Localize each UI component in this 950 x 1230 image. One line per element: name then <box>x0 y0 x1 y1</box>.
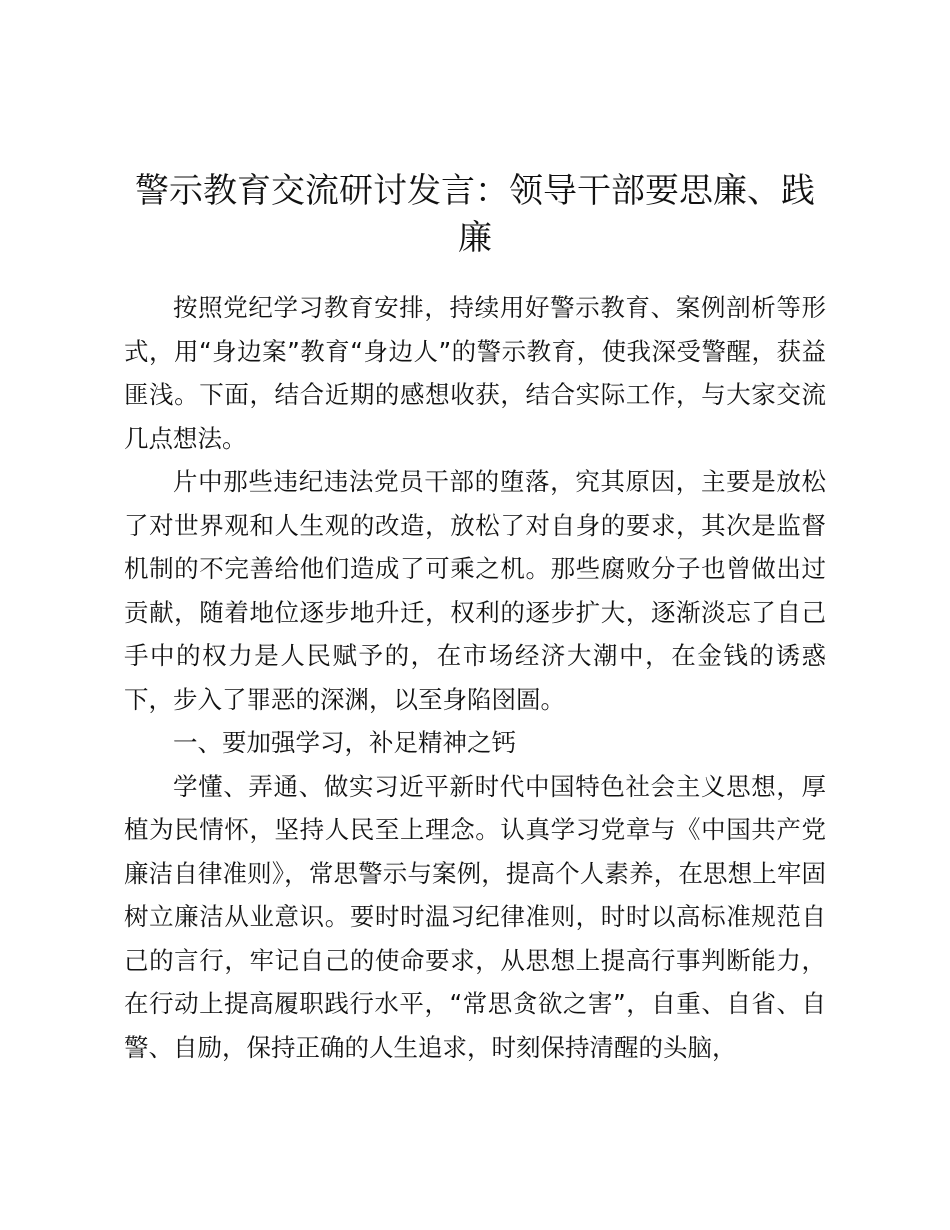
paragraph-analysis: 片中那些违纪违法党员干部的堕落，究其原因，主要是放松了对世界观和人生观的改造，放松了对自身的要求，其次是监督机制的不完善给他们造成了可乘之机。那些腐败分子也曾做出过贡献，随着地位逐步地升迁，权利的逐步扩大，逐渐淡忘了自己手中的权力是人民赋予的，在市场经济大潮中，在金钱的诱惑下，步入了罪恶的深渊，以至身陷囹圄。 <box>124 467 826 714</box>
paragraph-intro: 按照党纪学习教育安排，持续用好警示教育、案例剖析等形式，用“身边案”教育“身边人”的警示教育，使我深受警醒，获益匪浅。下面，结合近期的感想收获，结合实际工作，与大家交流几点想法。 <box>124 293 826 453</box>
section-paragraph: 学懂、弄通、做实习近平新时代中国特色社会主义思想，厚植为民情怀，坚持人民至上理念。认真学习党章与《中国共产党廉洁自律准则》，常思警示与案例，提高个人素养，在思想上牢固树立廉洁从业意识。要时时温习纪律准则，时时以高标准规范自己的言行，牢记自己的使命要求，从思想上提高行事判断能力，在行动上提高履职践行水平，“常思贪欲之害”，自重、自省、自警、自励，保持正确的人生追求，时刻保持清醒的头脑， <box>124 771 826 1062</box>
document-title: 警示教育交流研讨发言：领导干部要思廉、践廉 <box>135 171 815 258</box>
document-body <box>124 286 826 1069</box>
section-heading: 一、要加强学习，补足精神之钙 <box>173 728 516 757</box>
